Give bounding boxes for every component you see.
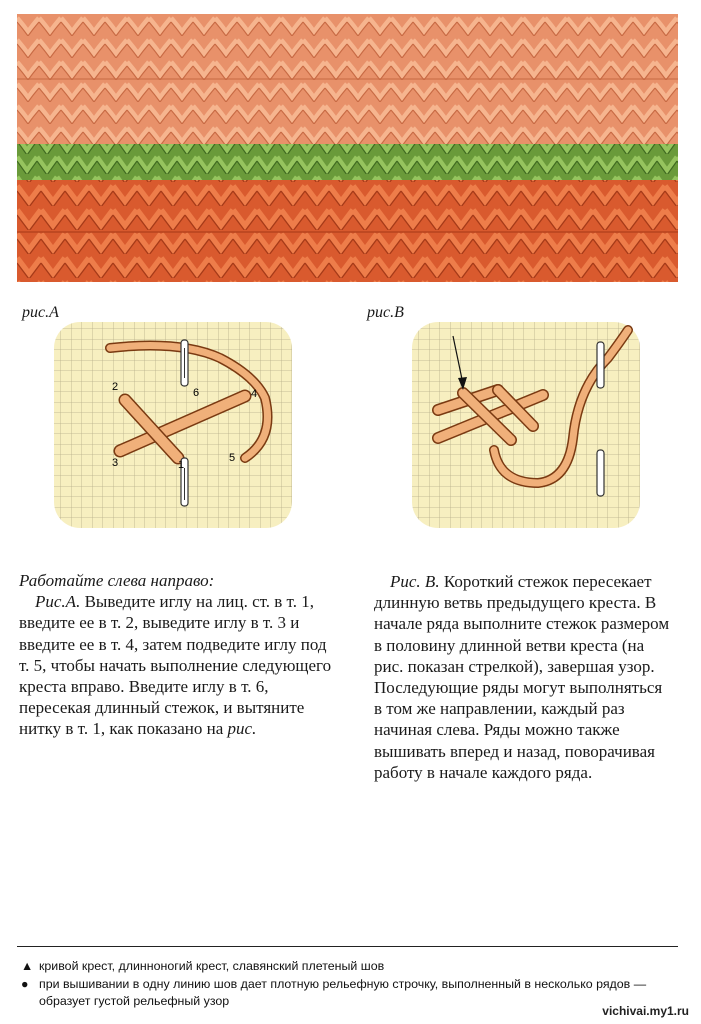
note-text: кривой крест, длинноногий крест, славянский плетеный шов (39, 959, 385, 973)
note-text: при вышивании в одну линию шов дает плотную рельефную строчку, выполненный в несколько рядов — образует густой рельефный узор (39, 976, 647, 1008)
left-paragraph (19, 591, 337, 739)
notes-divider (17, 946, 678, 947)
site-watermark: vichivai.my1.ru (602, 1004, 689, 1018)
left-text-column (19, 570, 337, 740)
notes-section (21, 958, 681, 1011)
work-direction-heading: Работайте слева направо: (19, 571, 215, 590)
fig-a-tail: рис. (227, 719, 257, 739)
point-1-label: 1 (178, 459, 185, 471)
point-3-label: 3 (112, 457, 119, 469)
note-item (21, 958, 681, 976)
right-paragraph (374, 571, 674, 783)
stitch-sample-photo (17, 14, 678, 282)
figure-a-label: рис.А (22, 304, 59, 321)
fig-b-reference: Рис. В. (390, 572, 440, 591)
point-6-label: 6 (193, 387, 200, 399)
point-2-label: 2 (112, 381, 119, 393)
point-5-label: 5 (229, 452, 236, 464)
figure-b-diagram (408, 318, 648, 538)
note-item (21, 976, 681, 1011)
right-text-column (374, 571, 674, 783)
fig-a-reference: Рис.А. (35, 592, 81, 612)
triangle-icon: ▲ (21, 959, 34, 973)
figure-a-diagram (50, 318, 300, 538)
fig-a-instructions: Выведите иглу на лиц. ст. в т. 1, введите ее в т. 2, выведите иглу в т. 3 и введите ее в т. 4, затем подведите иглу под т. 5, чтобы начать выполнение следующего креста вправо. Введите иглу в т. 6, пересекая длинный стежок, и вытяните нитку в т. 1, как показано на (19, 592, 332, 739)
figure-b-label: рис.В (367, 304, 404, 321)
bullet-icon: ● (21, 976, 29, 991)
fig-b-instructions: Короткий стежок пересекает длинную ветвь предыдущего креста. В начале ряда выполните стежок размером в половину длинной ветви креста (на рис. показан стрелкой), завершая узор. Последующие ряды могут выполняться в том же направлении, каждый раз начиная слева. Ряды можно также вышивать вперед и назад, поворачивая работу в начале каждого ряда. (374, 572, 670, 782)
point-4-label: 4 (251, 388, 258, 400)
